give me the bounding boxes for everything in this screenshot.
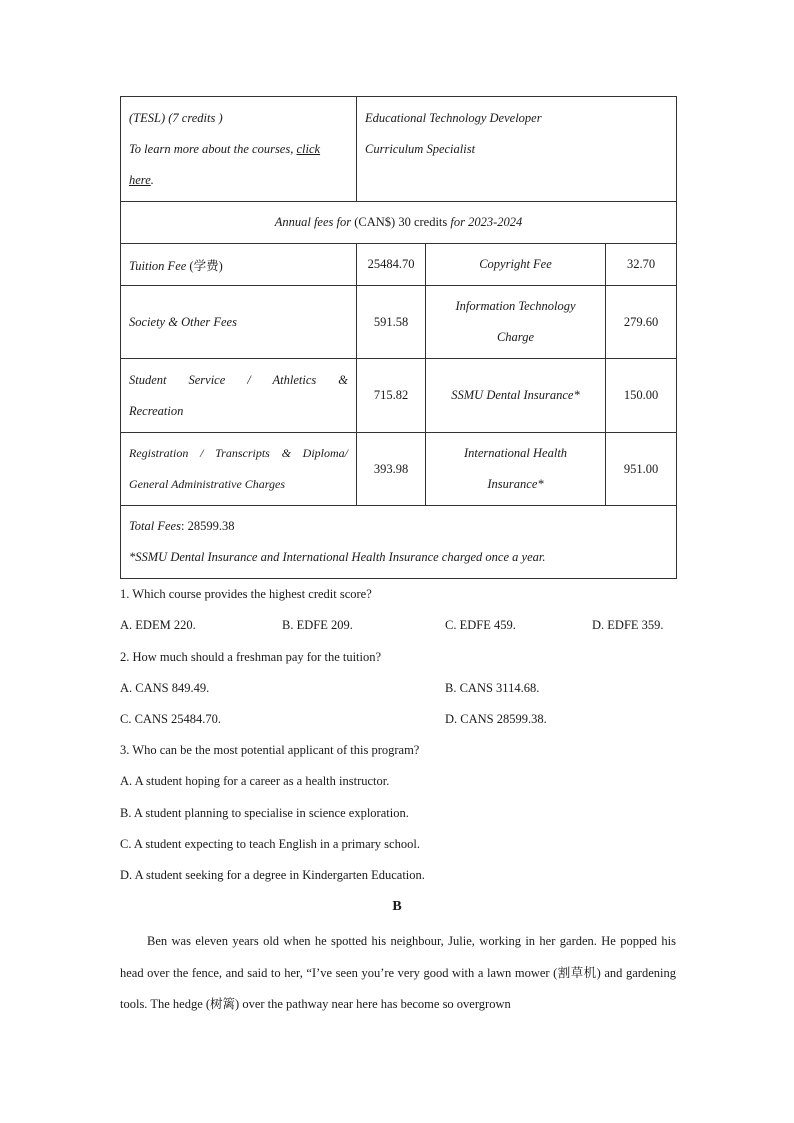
fee-value: 715.82 <box>357 359 426 433</box>
question-1-option-d: D. EDFE 359. <box>592 618 664 632</box>
career-1: Educational Technology Developer <box>365 111 542 125</box>
course-info-row <box>121 97 677 202</box>
fee-value-2: 951.00 <box>606 433 677 506</box>
fee-label: Registration / Transcripts & Diploma/ General Administrative Charges <box>121 433 357 506</box>
question-3-option-d: D. A student seeking for a degree in Kindergarten Education. <box>120 868 425 882</box>
fee-row-student-service <box>121 359 677 433</box>
question-1-option-a: A. EDEM 220. <box>120 618 196 632</box>
question-3-option-c: C. A student expecting to teach English in a primary school. <box>120 837 420 851</box>
fee-label-2: SSMU Dental Insurance* <box>426 359 606 433</box>
total-cell <box>121 506 677 579</box>
total-label: Total Fees <box>129 519 181 533</box>
click-here-link[interactable]: click <box>296 142 321 156</box>
question-3-option-b: B. A student planning to specialise in science exploration. <box>120 806 409 820</box>
fee-label: Student Service / Athletics & Recreation <box>121 359 357 433</box>
fee-label-2: International Health Insurance* <box>426 433 606 506</box>
annual-fees-row <box>121 202 677 244</box>
fee-label-2: Copyright Fee <box>426 244 606 286</box>
fee-label: Tuition Fee (学费) <box>121 244 357 286</box>
fee-label-2: Information Technology Charge <box>426 286 606 359</box>
total-row <box>121 506 677 579</box>
fee-value: 25484.70 <box>357 244 426 286</box>
fee-row-tuition <box>121 244 677 286</box>
annual-fees-heading: Annual fees for (CAN$) 30 credits for 2023-2024 <box>121 202 677 244</box>
question-2-option-d: D. CANS 28599.38. <box>445 712 547 726</box>
question-1-option-c: C. EDFE 459. <box>445 618 516 632</box>
career-2: Curriculum Specialist <box>365 142 476 156</box>
question-2-option-b: B. CANS 3114.68. <box>445 681 540 695</box>
question-2-option-c: C. CANS 25484.70. <box>120 712 222 726</box>
fee-value-2: 279.60 <box>606 286 677 359</box>
question-2-option-a: A. CANS 849.49. <box>120 681 210 695</box>
fee-label: Society & Other Fees <box>121 286 357 359</box>
fee-value: 393.98 <box>357 433 426 506</box>
click-here-link-continued[interactable]: here <box>129 173 151 187</box>
question-3-option-a: A. A student hoping for a career as a health instructor. <box>120 774 390 788</box>
question-2-stem: 2. How much should a freshman pay for the tuition? <box>120 650 382 664</box>
passage-paragraph: Ben was eleven years old when he spotted his neighbour, Julie, working in her garden. He popped his head over the fence, and said to her, “I’ve seen you’re very good with a lawn mower (割草机) and gardening tools. The hedge (树篱) over the pathway near here has become so overgrown <box>120 934 676 1011</box>
fee-value: 591.58 <box>357 286 426 359</box>
question-3-stem: 3. Who can be the most potential applicant of this program? <box>120 743 420 757</box>
question-1-stem: 1. Which course provides the highest credit score? <box>120 587 372 601</box>
section-b-heading: B <box>392 899 402 914</box>
course-credits: (TESL) (7 credits ) <box>129 111 223 125</box>
fee-value-2: 32.70 <box>606 244 677 286</box>
fee-row-registration <box>121 433 677 506</box>
fee-row-society <box>121 286 677 359</box>
fee-value-2: 150.00 <box>606 359 677 433</box>
total-value: : 28599.38 <box>180 519 235 533</box>
careers-cell <box>357 97 677 202</box>
course-info-cell: (TESL) (7 credits ) To learn more about the courses, click here. <box>121 97 357 202</box>
insurance-note: *SSMU Dental Insurance and International Health Insurance charged once a year. <box>129 550 546 564</box>
question-1-option-b: B. EDFE 209. <box>282 618 353 632</box>
fees-table <box>120 96 677 579</box>
learn-more-text: To learn more about the courses, <box>129 142 297 156</box>
